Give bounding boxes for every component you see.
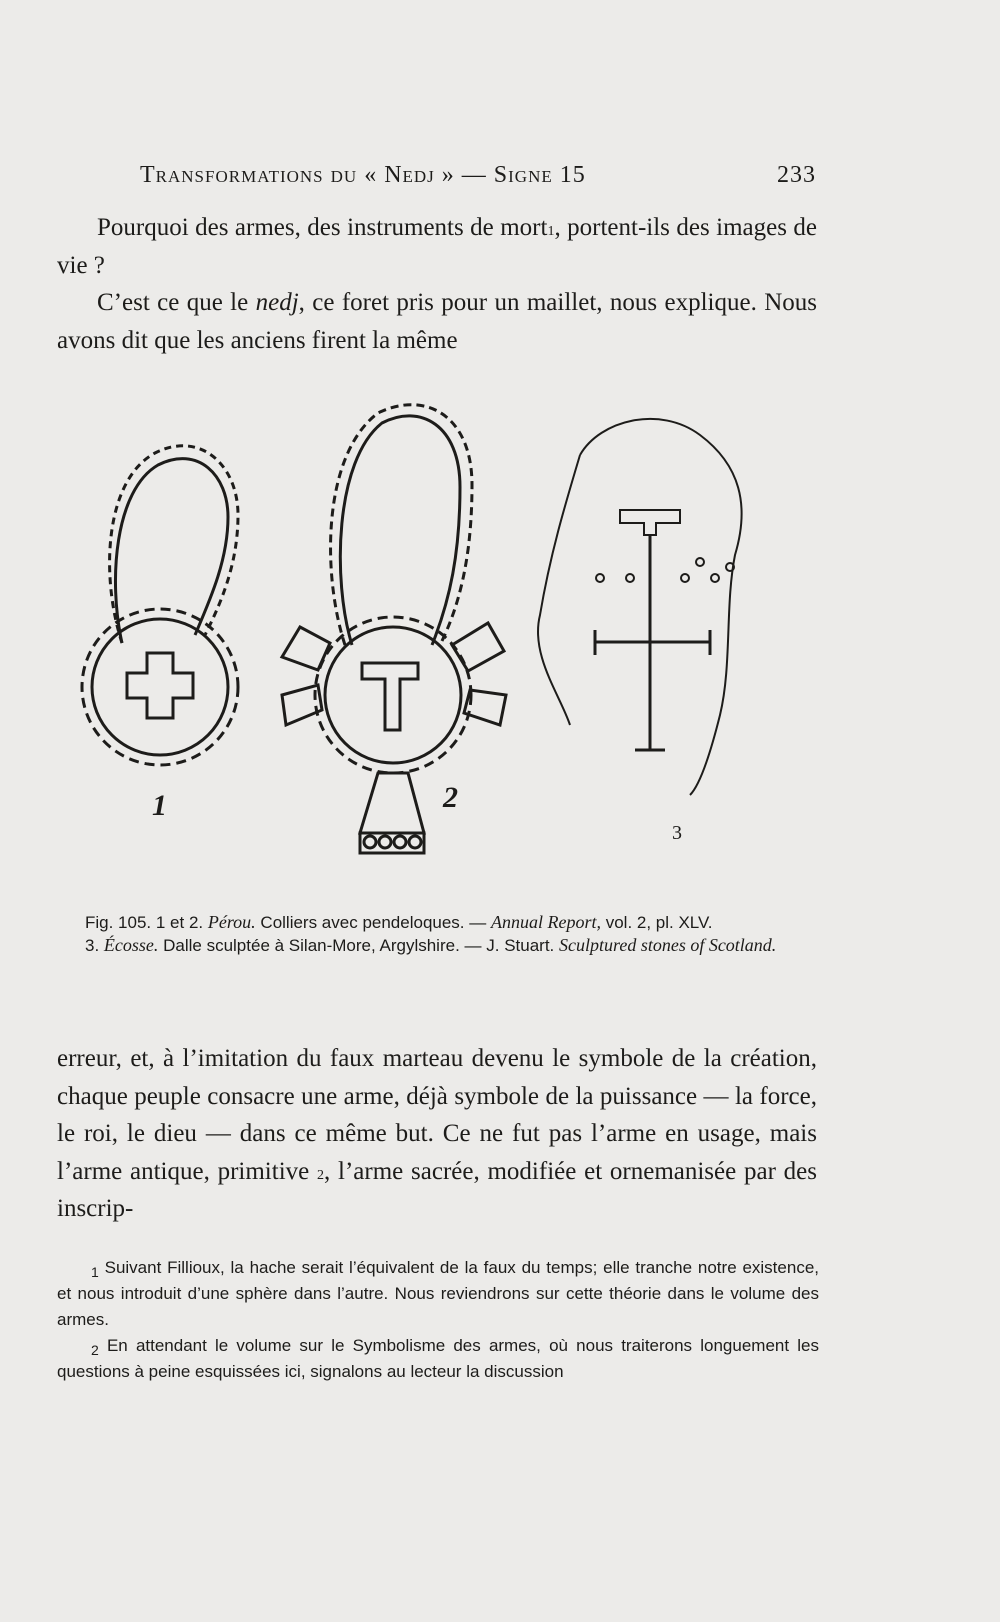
caption-2-em2: Sculptured stones of Scotland. [559, 935, 777, 955]
footnote-ref-1: 1 [547, 224, 555, 239]
caption-line-2 [57, 934, 817, 957]
footnote-ref-2: 2 [317, 1167, 325, 1183]
necklace-1-drawing [82, 446, 238, 765]
figure-label-1: 1 [152, 789, 167, 822]
footnote-2 [57, 1333, 819, 1385]
footnote-2-text: En attendant le volume sur le Symbolisme des armes, où nous traiterons longuement les questions à peine esquissées ici, signalons au lecteur la discussion [57, 1336, 819, 1381]
paragraph-2-text-a: C’est ce que le [97, 289, 256, 316]
paragraph-1-text-b: , portent-ils des images de vie ? [57, 214, 817, 279]
paragraph-1 [57, 209, 817, 284]
caption-1-b: Colliers avec pendeloques. — [255, 913, 491, 932]
caption-1-a: Fig. 105. 1 et 2. [85, 913, 208, 932]
paragraph-1-text-a: Pourquoi des armes, des instruments de mort [97, 214, 548, 241]
running-title: Transformations du « Nedj » — Signe 15 [140, 162, 586, 188]
paragraph-2 [57, 284, 817, 359]
footnote-1-mark: 1 [91, 1264, 99, 1280]
figure-drawing [60, 395, 820, 905]
page-number: 233 [777, 162, 816, 188]
figure-105 [60, 395, 820, 905]
figure-label-2: 2 [443, 781, 458, 814]
paragraph-3-text-a: erreur, et, à l’imitation du faux marteau devenu le symbole de la création, chaque peuple consacre une arme, déjà symbole de la puissance — la force, le roi, le dieu — dans ce même but. Ce ne fut pas l’arme en usage, mais l’arme antique, primitive [57, 1045, 817, 1185]
running-header [140, 162, 816, 189]
caption-2-a: 3. [85, 936, 104, 955]
bottom-text [57, 1040, 817, 1228]
figure-label-3: 3 [672, 822, 682, 844]
caption-2-b: Dalle sculptée à Silan-More, Argylshire. — J. Stuart. [158, 936, 559, 955]
paragraph-3-text-b: , l’arme sacrée, modifiée et ornemanisée par des inscrip- [57, 1157, 818, 1222]
paragraph-3 [57, 1040, 817, 1228]
figure-caption [57, 911, 817, 957]
caption-1-em: Pérou. [207, 912, 256, 932]
caption-1-em2: Annual Report, [490, 912, 601, 932]
paragraph-2-text-b: , ce foret pris pour un maillet, nous explique. Nous avons dit que les anciens firent la même [57, 289, 817, 354]
paragraph-2-emphasis: nedj [255, 289, 299, 316]
footnote-2-mark: 2 [91, 1342, 99, 1358]
footnote-1-text: Suivant Fillioux, la hache serait l’équivalent de la faux du temps; elle tranche notre existence, et nous introduit d’une sphère dans l’autre. Nous reviendrons sur cette théorie dans le volume des armes. [57, 1258, 819, 1329]
caption-1-c: vol. 2, pl. XLV. [600, 913, 713, 932]
caption-2-em: Écosse. [103, 935, 159, 955]
top-text [57, 209, 817, 359]
caption-line-1 [57, 911, 817, 934]
necklace-2-drawing [282, 405, 506, 853]
footnotes [57, 1255, 819, 1385]
footnote-1 [57, 1255, 819, 1333]
slab-drawing [538, 419, 742, 795]
